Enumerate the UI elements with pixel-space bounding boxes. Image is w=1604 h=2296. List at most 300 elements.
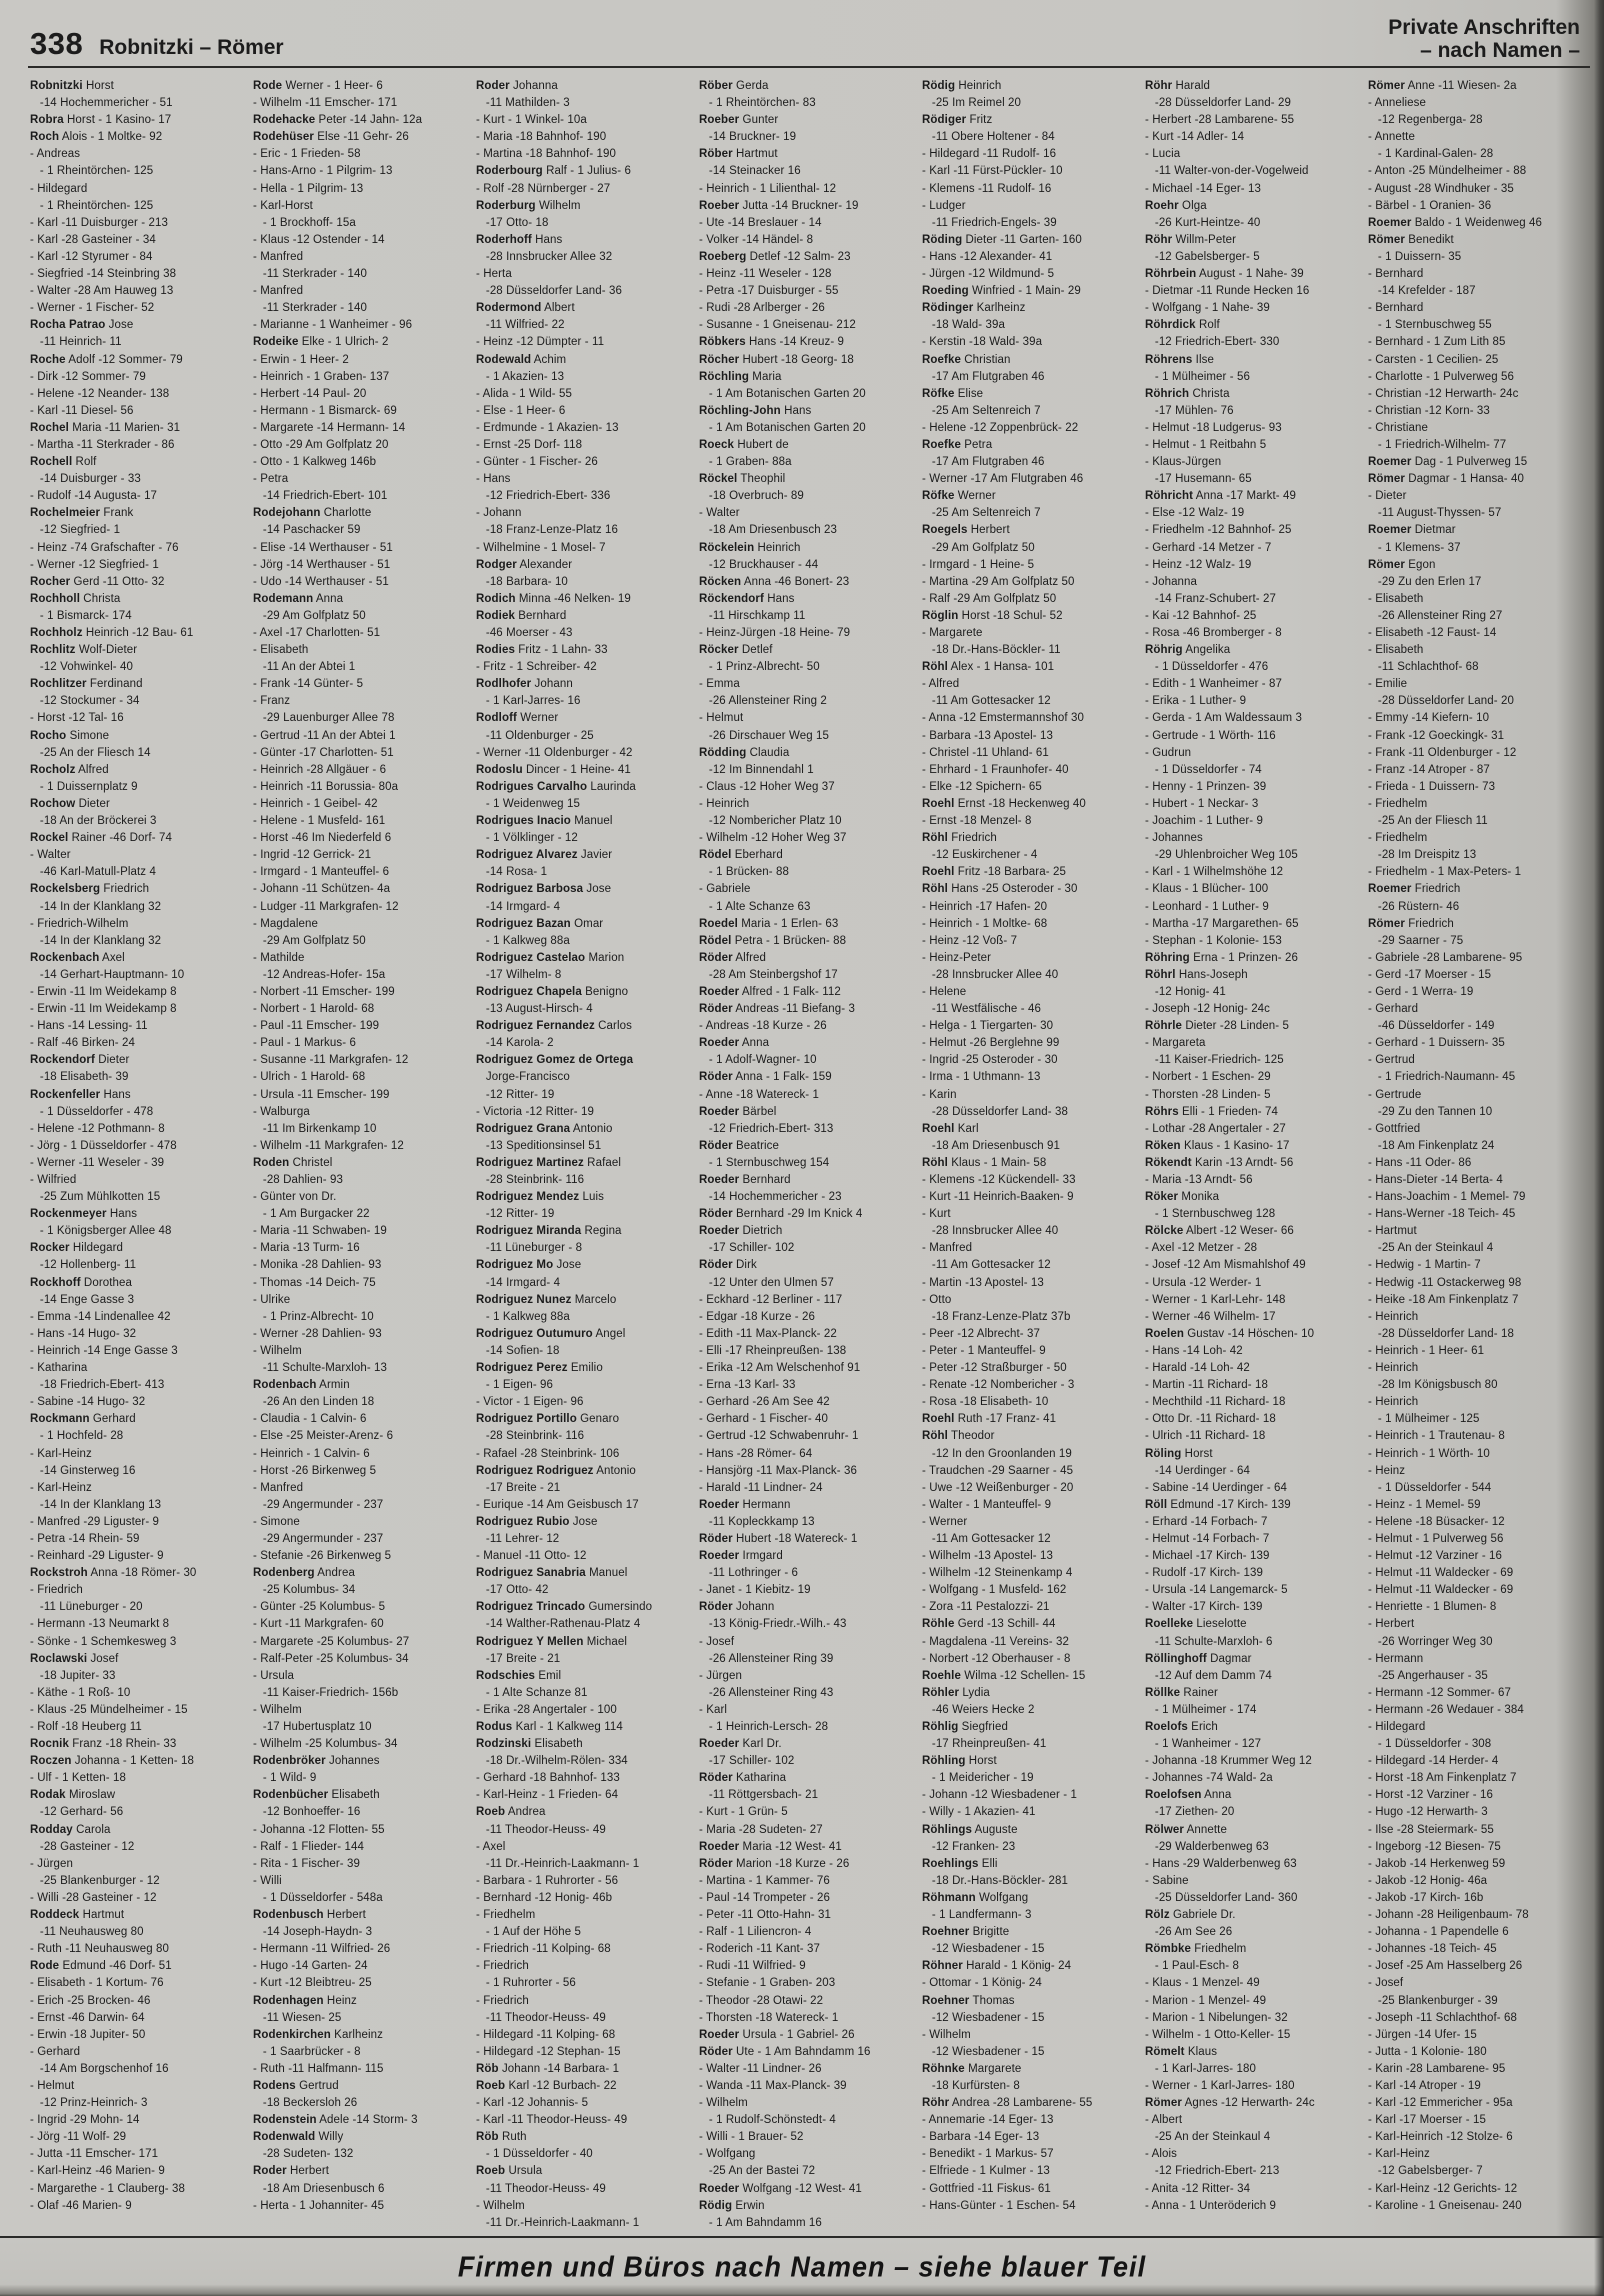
entry-line: -29 Am Golfplatz 50 [922, 541, 1035, 554]
entry-line: - Werner -46 Wilhelm- 17 [1145, 1310, 1276, 1323]
entry-line: - Friedhelm -12 Bahnhof- 25 [1145, 524, 1292, 537]
entry-line: Röchling-John Hans [699, 404, 812, 417]
entry-line: -17 Am Flutgraben 46 [922, 456, 1045, 469]
entry-line: - Wilhelm [253, 1344, 302, 1357]
entry-line: -29 Angermunder - 237 [253, 1532, 384, 1545]
entry-line: Rochel Maria -11 Marien- 31 [30, 421, 181, 434]
entry-line: - Hartmut [1368, 1225, 1417, 1238]
entry-line: - 1 Graben- 88a [699, 456, 792, 469]
entry-line: - 1 Wanheimer - 127 [1145, 1738, 1262, 1751]
entry-line: - Dietmar -11 Runde Hecken 16 [1145, 285, 1310, 298]
entry-line: - Karl-Heinz -46 Marien- 9 [30, 2165, 165, 2178]
entry-line: -12 Wiesbadener - 15 [922, 1943, 1045, 1956]
entry-line: - Erwin - 1 Heer- 2 [253, 353, 349, 366]
entry-line: - Otto -29 Am Golfplatz 20 [253, 438, 389, 451]
entry-line: Roche Adolf -12 Sommer- 79 [30, 353, 183, 366]
entry-line: - Fritz - 1 Schreiber- 42 [476, 661, 597, 674]
entry-line: - Reinhard -29 Liguster- 9 [30, 1550, 164, 1563]
entry-line: -12 Siegfried- 1 [30, 524, 121, 537]
entry-line: - Marion - 1 Nibelungen- 32 [1145, 2011, 1288, 2024]
entry-line: - Elisabeth [1368, 592, 1424, 605]
entry-line: - Werner -11 Oldenburger - 42 [476, 746, 633, 759]
entry-line: - Friedrich [476, 1994, 529, 2007]
entry-line: - Marianne - 1 Wanheimer - 96 [253, 319, 413, 332]
entry-line: - Hans -11 Oder- 86 [1368, 1156, 1472, 1169]
entry-line: - Ilse -28 Steiermark- 55 [1368, 1823, 1494, 1836]
entry-line: -12 Prinz-Heinrich- 3 [30, 2097, 148, 2110]
entry-line: - Elke -12 Spichern- 65 [922, 780, 1042, 793]
entry-line: Rölz Gabriele Dr. [1145, 1909, 1236, 1922]
entry-line: - Joseph -11 Schlachthof- 68 [1368, 2011, 1517, 2024]
entry-line: Roegels Herbert [922, 524, 1010, 537]
entry-line: -26 Allensteiner Ring 43 [699, 1686, 834, 1699]
entry-line: -46 Weiers Hecke 2 [922, 1703, 1035, 1716]
entry-line: - Gerd -17 Moerser - 15 [1368, 968, 1492, 981]
entry-line: - Ulrich - 1 Harold- 68 [253, 1071, 366, 1084]
entry-line: - Erna -13 Karl- 33 [699, 1379, 796, 1392]
entry-line: Rockenmeyer Hans [30, 1208, 138, 1221]
entry-line: -11 Röttgersbach- 21 [699, 1789, 819, 1802]
entry-line: - Margareta [1145, 1037, 1206, 1050]
entry-line: - Barbara -14 Eger- 13 [922, 2131, 1040, 2144]
entry-line: - Jörg -14 Werthauser - 51 [253, 558, 391, 571]
entry-line: - Elli -17 Rheinpreußen- 138 [699, 1344, 847, 1357]
footer-notice: Firmen und Büros nach Namen – siehe blauer Teil [457, 2250, 1147, 2283]
entry-line: - Hildegard [30, 182, 88, 195]
entry-line: - Gertrud [1368, 1054, 1415, 1067]
entry-line: Röhrs Elli - 1 Frieden- 74 [1145, 1105, 1278, 1118]
entry-line: - Ehrhard - 1 Fraunhofer- 40 [922, 763, 1069, 776]
entry-line: - Wilhelm -11 Markgrafen- 12 [253, 1139, 404, 1152]
entry-line: Roefke Petra [922, 438, 993, 451]
entry-line: Rodzinski Elisabeth [476, 1738, 583, 1751]
entry-line: -11 An der Abtei 1 [253, 661, 356, 674]
entry-line: Rodermond Albert [476, 302, 575, 315]
entry-line: - Rudolf -14 Augusta- 17 [30, 490, 158, 503]
entry-line: - Heinrich -11 Borussia- 80a [253, 780, 399, 793]
entry-line: - Klaus -25 Mündelheimer - 15 [30, 1703, 188, 1716]
entry-line: Rocker Hildegard [30, 1242, 124, 1255]
entry-line: -14 Hochemmericher - 23 [699, 1191, 842, 1204]
entry-line: -11 Friedrich-Engels- 39 [922, 216, 1057, 229]
entry-line: - Klemens -11 Rudolf- 16 [922, 182, 1052, 195]
entry-line: Roddeck Hartmut [30, 1909, 125, 1922]
entry-line: - Sabine [1145, 1874, 1189, 1887]
entry-line: - Gudrun [1145, 746, 1192, 759]
entry-line: -14 Steinacker 16 [699, 165, 801, 178]
entry-line: -11 Dr.-Heinrich-Laakmann- 1 [476, 1857, 640, 1870]
entry-line: -11 Schulte-Marxloh- 6 [1145, 1635, 1273, 1648]
entry-line: Roehlings Elli [922, 1857, 998, 1870]
entry-line: - Jörg -11 Wolf- 29 [30, 2131, 127, 2144]
entry-line: -17 Schiller- 102 [699, 1755, 795, 1768]
entry-line: Röhler Lydia [922, 1686, 990, 1699]
entry-line: - 1 Sternbuschweg 128 [1145, 1208, 1276, 1221]
entry-line: - Helga - 1 Tiergarten- 30 [922, 1020, 1054, 1033]
entry-line: - 1 Meidericher - 19 [922, 1772, 1034, 1785]
entry-line: Röder Bernhard -29 Im Knick 4 [699, 1208, 863, 1221]
entry-line: - Manfred [253, 250, 304, 263]
entry-line: - Martin -13 Apostel- 13 [922, 1276, 1044, 1289]
entry-line: - Maria -13 Arndt- 56 [1145, 1174, 1253, 1186]
entry-line: - Bernhard [1368, 302, 1424, 315]
entry-line: - Klaus-Jürgen [1145, 456, 1222, 469]
entry-line: -12 Gabelsberger- 7 [1368, 2165, 1483, 2178]
entry-line: - Erwin -11 Im Weidekamp 8 [30, 985, 177, 998]
entry-line: Roder Herbert [253, 2165, 330, 2178]
entry-line: - Traudchen -29 Saarner - 45 [922, 1464, 1074, 1477]
entry-line: Rodak Miroslaw [30, 1789, 116, 1802]
entry-line: - Käthe - 1 Roß- 10 [30, 1686, 131, 1699]
entry-line: - Rita - 1 Fischer- 39 [253, 1857, 361, 1870]
entry-line: - Michael -14 Eger- 13 [1145, 182, 1261, 195]
entry-line: Rodriguez Rodriguez Antonio [476, 1464, 636, 1477]
entry-line: - Karl -14 Atroper - 19 [1368, 2079, 1481, 2092]
page-footer [0, 2236, 1604, 2296]
entry-line: - Heinz [1368, 1464, 1406, 1477]
entry-line: - Horst -12 Varziner - 16 [1368, 1789, 1493, 1802]
entry-line: - Jakob -12 Honig- 46a [1368, 1874, 1488, 1887]
entry-line: - Theodor -28 Otawi- 22 [699, 1994, 824, 2007]
entry-line: - Hermann - 1 Bismarck- 69 [253, 404, 397, 417]
entry-line: - Heinrich - 1 Trautenau- 8 [1368, 1430, 1505, 1443]
entry-line: -11 Kopleckkamp 13 [699, 1515, 815, 1528]
entry-line: Roeder Hermann [699, 1498, 791, 1511]
entry-line: - Karl -11 Diesel- 56 [30, 404, 134, 417]
entry-line: - Ingeborg -12 Biesen- 75 [1368, 1840, 1501, 1853]
entry-line: -25 Im Reimel 20 [922, 97, 1022, 110]
entry-line: - Eurique -14 Am Geisbusch 17 [476, 1498, 639, 1511]
entry-line: Röhrig Angelika [1145, 644, 1231, 657]
entry-line: Roehl Ruth -17 Franz- 41 [922, 1413, 1057, 1426]
entry-line: - 1 Düsseldorfer - 544 [1368, 1481, 1492, 1494]
entry-line: Rodoslu Dincer - 1 Heine- 41 [476, 763, 631, 776]
entry-line: Rodenhagen Heinz [253, 1994, 357, 2007]
entry-line: Roeder Ursula - 1 Gabriel- 26 [699, 2028, 855, 2041]
entry-line: -11 Walter-von-der-Vogelweid [1145, 165, 1309, 178]
entry-line: - Herta [476, 268, 512, 281]
entry-line: -18 Dr.-Hans-Böckler- 11 [922, 644, 1061, 657]
entry-line: - Petra -17 Duisburger - 55 [699, 285, 839, 298]
entry-line: - Stefanie - 1 Graben- 203 [699, 1977, 836, 1990]
entry-line: - 1 Karl-Jarres- 180 [1145, 2062, 1256, 2075]
entry-line: - Lothar -28 Angertaler - 27 [1145, 1122, 1286, 1135]
entry-line: - 1 Prinz-Albrecht- 50 [699, 661, 820, 674]
entry-line: Rödel Petra - 1 Brücken- 88 [699, 934, 847, 947]
entry-line: Röhricht Anna -17 Markt- 49 [1145, 490, 1296, 503]
entry-line: - Wilhelm -12 Steinenkamp 4 [922, 1567, 1073, 1580]
entry-line: Rodriguez Nunez Marcelo [476, 1293, 617, 1306]
entry-line: Roderhoff Hans [476, 233, 563, 246]
entry-line: Rockenfeller Hans [30, 1088, 131, 1101]
entry-line: Röder Alfred [699, 951, 767, 964]
entry-line: Röhner Harald - 1 König- 24 [922, 1960, 1072, 1973]
entry-line: - Gerd - 1 Werra- 19 [1368, 985, 1474, 998]
entry-line: -18 Kurfürsten- 8 [922, 2079, 1020, 2092]
entry-line: Roefke Christian [922, 353, 1011, 366]
entry-line: - Hugo -12 Herwarth- 3 [1368, 1806, 1488, 1819]
entry-line: Rochell Rolf [30, 456, 97, 469]
entry-line: - Maria -28 Sudeten- 27 [699, 1823, 823, 1836]
entry-line: -14 Friedrich-Ebert- 101 [253, 490, 388, 503]
entry-line: - Gabriele -28 Lambarene- 95 [1368, 951, 1523, 964]
entry-line: -14 Am Borgschenhof 16 [30, 2062, 169, 2075]
entry-line: -29 Lauenburger Allee 78 [253, 712, 395, 725]
entry-line: - Irmgard - 1 Heine- 5 [922, 558, 1035, 571]
entry-line: - Claudia - 1 Calvin- 6 [253, 1413, 367, 1426]
entry-line: -18 Elisabeth- 39 [30, 1071, 129, 1084]
entry-line: Röhlig Siegfried [922, 1721, 1008, 1733]
entry-line: Roelleke Lieselotte [1145, 1618, 1247, 1631]
entry-line: -11 Lehrer- 12 [476, 1532, 560, 1545]
entry-line: Roclawski Josef [30, 1652, 119, 1665]
entry-line: Rochholl Christa [30, 592, 121, 605]
entry-line: -11 Hirschkamp 11 [699, 609, 806, 622]
entry-line: -14 Krefelder - 187 [1368, 285, 1476, 298]
entry-line: - Monika -28 Dahlien- 93 [253, 1259, 382, 1272]
entry-line: Röfke Elise [922, 387, 984, 400]
entry-line: - Martha -17 Margarethen- 65 [1145, 917, 1299, 930]
entry-line: Roeb Karl -12 Burbach- 22 [476, 2079, 617, 2092]
entry-line: - Günter -25 Kolumbus- 5 [253, 1601, 386, 1614]
entry-line: Röder Katharina [699, 1772, 787, 1785]
entry-line: -25 An der Bastei 72 [699, 2165, 816, 2178]
entry-line: Rode Werner - 1 Heer- 6 [253, 80, 383, 92]
entry-line: - 1 Düsseldorfer - 476 [1145, 661, 1269, 674]
entry-line: - 1 Rheintörchen- 125 [30, 165, 154, 178]
entry-line: Röckel Theophil [699, 473, 786, 486]
entry-line: - Gottfried -11 Fiskus- 61 [922, 2182, 1051, 2195]
entry-line: Rochlitz Wolf-Dieter [30, 644, 138, 657]
entry-line: -26 Am See 26 [1145, 1926, 1233, 1939]
entry-line: -25 Angerhauser - 35 [1368, 1669, 1488, 1682]
entry-line: - Norbert - 1 Harold- 68 [253, 1003, 375, 1016]
entry-line: - Heinrich [1368, 1396, 1419, 1409]
entry-line: -18 Am Finkenplatz 24 [1368, 1139, 1495, 1152]
entry-line: - 1 Am Burgacker 22 [253, 1208, 370, 1221]
entry-line: Rodemann Anna [253, 592, 344, 605]
entry-line: - Heinrich -17 Hafen- 20 [922, 900, 1048, 913]
entry-line: - Thomas -14 Deich- 75 [253, 1276, 376, 1289]
entry-line: -17 Breite - 21 [476, 1652, 561, 1665]
entry-line: -14 Bruckner- 19 [699, 131, 797, 144]
entry-line: - Manuel -11 Otto- 12 [476, 1550, 587, 1563]
entry-line: - 1 Adolf-Wagner- 10 [699, 1054, 817, 1067]
entry-line: -17 Hubertusplatz 10 [253, 1721, 372, 1733]
entry-line: - Hildegard -11 Rudolf- 16 [922, 148, 1057, 161]
entry-line: Rodrigues Carvalho Laurinda [476, 780, 636, 793]
entry-line: Röhl Alex - 1 Hansa- 101 [922, 661, 1055, 674]
entry-line: - Johann -28 Heiligenbaum- 78 [1368, 1909, 1529, 1922]
entry-line: -12 Andreas-Hofer- 15a [253, 968, 386, 981]
entry-line: Rodiek Bernhard [476, 609, 567, 622]
entry-line: - Johanna -18 Krummer Weg 12 [1145, 1755, 1312, 1768]
entry-line: Rodday Carola [30, 1823, 111, 1836]
entry-line: Röhr Andrea -28 Lambarene- 55 [922, 2097, 1093, 2110]
entry-line: - Heinz-Peter [922, 951, 992, 964]
section-title-line1: Private Anschriften [1388, 16, 1580, 39]
entry-line: - Hildegard -12 Stephan- 15 [476, 2045, 621, 2058]
entry-line: -12 In den Groonlanden 19 [922, 1447, 1072, 1460]
entry-line: - Manfred [253, 1481, 304, 1494]
entry-line: - 1 Wild- 9 [253, 1772, 317, 1785]
entry-line: Röhrdick Rolf [1145, 319, 1220, 332]
entry-line: - Victoria -12 Ritter- 19 [476, 1105, 594, 1118]
entry-line: Roemer Dietmar [1368, 524, 1456, 537]
entry-line: - Barbara -13 Apostel- 13 [922, 729, 1053, 742]
entry-line: - Jakob -14 Herkenweg 59 [1368, 1857, 1506, 1870]
entry-line: - Christian -12 Korn- 33 [1368, 404, 1490, 417]
entry-line: -14 Walther-Rathenau-Platz 4 [476, 1618, 641, 1631]
entry-line: -11 Wilfried- 22 [476, 319, 565, 332]
entry-line: - Jakob -17 Kirch- 16b [1368, 1891, 1484, 1904]
entry-line: -29 Am Golfplatz 50 [253, 934, 366, 947]
entry-line: Roeder Alfred - 1 Falk- 112 [699, 985, 841, 998]
entry-line: -17 Rheinpreußen- 41 [922, 1738, 1047, 1751]
entry-line: - 1 Mülheimer - 174 [1145, 1703, 1257, 1716]
entry-line: -17 Wilhelm- 8 [476, 968, 562, 981]
entry-line: -12 Friedrich-Ebert- 330 [1145, 336, 1280, 349]
entry-line: - Heinrich - 1 Moltke- 68 [922, 917, 1048, 930]
entry-line: - 1 Brücken- 88 [699, 866, 790, 879]
entry-line: - Franz [253, 695, 291, 708]
entry-line: - Horst -18 Am Finkenplatz 7 [1368, 1772, 1517, 1785]
directory-column-6 [1145, 78, 1365, 2234]
entry-line: - Bernhard - 1 Zum Lith 85 [1368, 336, 1506, 349]
entry-line: - Friedrich-Wilhelm [30, 917, 129, 930]
entry-line: Röbkers Hans -14 Kreuz- 9 [699, 336, 845, 349]
entry-line: Rodriguez Mo Jose [476, 1259, 582, 1272]
entry-line: Rodriguez Rubio Jose [476, 1515, 598, 1528]
entry-line: -14 Enge Gasse 3 [30, 1293, 135, 1306]
entry-line: Rodriguez Gomez de Ortega [476, 1054, 634, 1067]
entry-line: - 1 Düsseldorfer - 74 [1145, 763, 1262, 776]
entry-line: - Heinz -12 Dümpter - 11 [476, 336, 605, 349]
entry-line: - Ralf - 1 Liliencron- 4 [699, 1926, 812, 1939]
entry-line: -11 Am Gottesacker 12 [922, 1532, 1051, 1545]
entry-line: Rödig Erwin [699, 2199, 765, 2212]
entry-line: - 1 Rudolf-Schönstedt- 4 [699, 2114, 836, 2127]
entry-line: -28 Düsseldorfer Land- 36 [476, 285, 622, 298]
entry-line: -11 August-Thyssen- 57 [1368, 507, 1502, 520]
entry-line: - Willi -28 Gasteiner - 12 [30, 1891, 157, 1904]
entry-line: - Susanne -11 Markgrafen- 12 [253, 1054, 409, 1067]
entry-line: -29 Angermunder - 237 [253, 1498, 384, 1511]
entry-line: - Willy - 1 Akazien- 41 [922, 1806, 1036, 1819]
entry-line: - Udo -14 Werthauser - 51 [253, 575, 389, 588]
entry-line: - Bärbel - 1 Oranien- 36 [1368, 199, 1492, 212]
entry-line: - Petra [253, 473, 289, 486]
entry-line: -14 Karola- 2 [476, 1037, 554, 1050]
entry-line: Römer Dagmar - 1 Hansa- 40 [1368, 473, 1525, 486]
entry-line: - 1 Kardinal-Galen- 28 [1368, 148, 1494, 161]
entry-line: - Klaus - 1 Blücher- 100 [1145, 883, 1269, 896]
entry-line: - Paul -14 Trompeter - 26 [699, 1891, 830, 1904]
entry-line: -29 Walderbenweg 63 [1145, 1840, 1269, 1853]
entry-line: - Gabriele [699, 883, 751, 896]
entry-line: - Alfred [922, 678, 960, 691]
entry-line: - Werner [922, 1515, 968, 1528]
entry-line: Roeder Maria -12 West- 41 [699, 1840, 842, 1853]
entry-line: - Heinrich [1368, 1362, 1419, 1375]
entry-line: - Ralf - 1 Flieder- 144 [253, 1840, 364, 1853]
entry-line: -26 Dirschauer Weg 15 [699, 729, 830, 742]
entry-line: - Klemens -12 Kückendell- 33 [922, 1174, 1076, 1186]
entry-line: - Karl-Heinrich -12 Stolze- 6 [1368, 2131, 1513, 2144]
entry-line: Rockmann Gerhard [30, 1413, 136, 1426]
entry-line: Rodloff Werner [476, 712, 559, 725]
entry-line: Röcker Detlef [699, 644, 773, 657]
entry-line: Röder Johann [699, 1601, 775, 1614]
entry-line: - 1 Akazien- 13 [476, 370, 565, 383]
entry-line: - Friedhelm [1368, 832, 1428, 845]
entry-line: - Helmut -12 Varziner - 16 [1368, 1550, 1503, 1563]
entry-line: Roehl Karl [922, 1122, 979, 1135]
entry-line: - Victor - 1 Eigen- 96 [476, 1396, 584, 1409]
entry-line: - Hans-Werner -18 Teich- 45 [1368, 1208, 1516, 1221]
entry-line: -46 Karl-Matull-Platz 4 [30, 866, 156, 879]
entry-line: -14 Rosa- 1 [476, 866, 548, 879]
entry-line: - Dieter [1368, 490, 1407, 503]
entry-line: -11 Obere Holtener - 84 [922, 131, 1055, 144]
entry-line: - Heinrich -14 Enge Gasse 3 [30, 1344, 178, 1357]
entry-line: Rodewald Achim [476, 353, 567, 366]
entry-line: - Ruth -11 Neuhausweg 80 [30, 1943, 169, 1956]
entry-line: - Jutta - 1 Kolonie- 180 [1368, 2045, 1487, 2058]
entry-line: - Simone [253, 1515, 300, 1528]
entry-line: - Wilhelm -12 Hoher Weg 37 [699, 832, 847, 845]
entry-line: -12 Nombericher Platz 10 [699, 815, 842, 828]
entry-line: Rodeike Elke - 1 Ulrich- 2 [253, 336, 389, 349]
entry-line: -12 Bonhoeffer- 16 [253, 1806, 361, 1819]
entry-line: - Helmut - 1 Pulverweg 56 [1368, 1532, 1504, 1545]
entry-line: - Sönke - 1 Schemkesweg 3 [30, 1635, 177, 1648]
page-header [30, 14, 1580, 62]
entry-line: - Josef -25 Am Hasselberg 26 [1368, 1960, 1523, 1973]
entry-line: - Helmut -14 Forbach- 7 [1145, 1532, 1270, 1545]
entry-line: - 1 Völklinger - 12 [476, 832, 578, 845]
entry-line: - Walter -11 Lindner- 26 [699, 2062, 822, 2075]
entry-line: - Karl-Heinz - 1 Frieden- 64 [476, 1789, 619, 1802]
entry-line: - 1 Kalkweg 88a [476, 934, 570, 947]
entry-line: Rodenstein Adele -14 Storm- 3 [253, 2114, 418, 2127]
entry-line: - Karl - 1 Wilhelmshöhe 12 [1145, 866, 1284, 879]
entry-line: -12 Gerhard- 56 [30, 1806, 124, 1819]
entry-line: - Friedrich [476, 1960, 529, 1973]
entry-line: Roeder Dietrich [699, 1225, 783, 1238]
entry-line: - Norbert - 1 Eschen- 29 [1145, 1071, 1271, 1084]
entry-line: Rockstroh Anna -18 Römer- 30 [30, 1567, 197, 1580]
entry-line: Roemer Dag - 1 Pulverweg 15 [1368, 456, 1528, 469]
entry-line: -18 Am Driesenbusch 6 [253, 2182, 385, 2195]
entry-line: Roehl Fritz -18 Barbara- 25 [922, 866, 1066, 879]
entry-line: - Martha -11 Sterkrader - 86 [30, 438, 175, 451]
entry-line: - Hans -28 Römer- 64 [699, 1447, 813, 1460]
entry-line: - Hubert - 1 Neckar- 3 [1145, 797, 1259, 810]
entry-line: - Alida - 1 Wild- 55 [476, 387, 572, 400]
entry-line: - 1 Rheintörchen- 83 [699, 97, 816, 110]
entry-line: - Werner -28 Dahlien- 93 [253, 1327, 382, 1340]
entry-line: Roderburg Wilhelm [476, 199, 581, 212]
entry-line: Röllke Rainer [1145, 1686, 1218, 1699]
entry-line: - Andreas -18 Kurze - 26 [699, 1020, 827, 1033]
entry-line: - Helmut [699, 712, 744, 725]
entry-line: - 1 Klemens- 37 [1368, 541, 1461, 554]
entry-line: Röchling Maria [699, 370, 782, 383]
entry-line: Römer Benedikt [1368, 233, 1454, 246]
entry-line: - Karl-Heinz [30, 1447, 92, 1460]
entry-line: - Margarete -25 Kolumbus- 27 [253, 1635, 410, 1648]
